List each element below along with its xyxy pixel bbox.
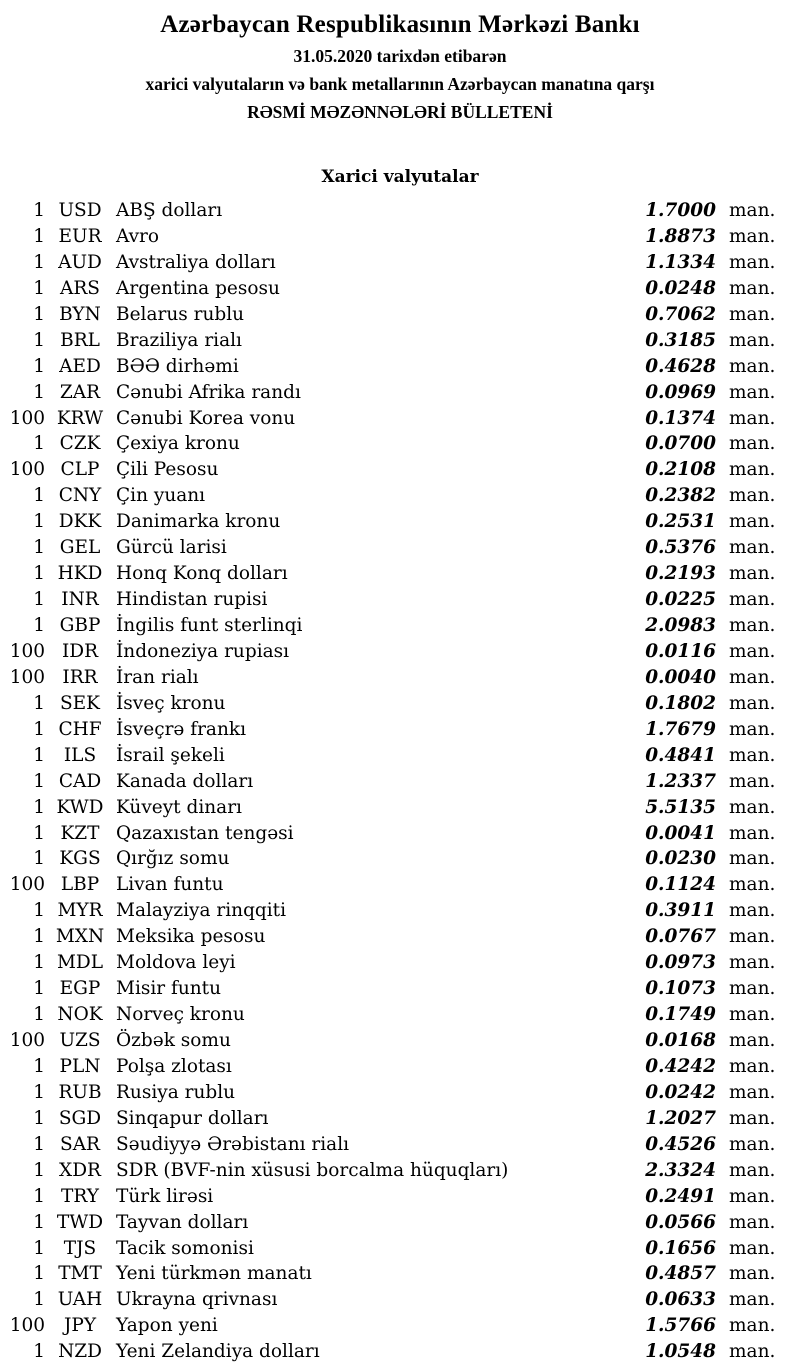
currency-name: Malayziya rinqqiti bbox=[116, 900, 287, 922]
unit-label: man. bbox=[729, 1055, 776, 1077]
unit-label: man. bbox=[729, 848, 776, 870]
rate-value: 0.0248 bbox=[645, 277, 716, 299]
currency-code: GEL bbox=[59, 537, 101, 559]
currency-code: TJS bbox=[63, 1237, 97, 1259]
rate-value: 0.0973 bbox=[645, 952, 716, 974]
table-row bbox=[0, 950, 800, 976]
currency-code: BYN bbox=[59, 303, 101, 325]
currency-name: Danimarka kronu bbox=[116, 511, 281, 533]
table-row bbox=[0, 1236, 800, 1262]
rate-value: 0.0225 bbox=[645, 589, 716, 611]
rate-value: 0.4526 bbox=[645, 1133, 716, 1155]
unit-label: man. bbox=[729, 251, 776, 273]
unit-label: man. bbox=[729, 900, 776, 922]
quantity-value: 1 bbox=[33, 1341, 45, 1363]
quantity-value: 1 bbox=[33, 355, 45, 377]
table-row bbox=[0, 717, 800, 743]
currency-code: MDL bbox=[56, 952, 104, 974]
table-row bbox=[0, 431, 800, 457]
currency-code: TRY bbox=[61, 1185, 99, 1207]
quantity-value: 1 bbox=[33, 589, 45, 611]
table-row bbox=[0, 898, 800, 924]
currency-code: KRW bbox=[56, 407, 104, 429]
currency-code: CLP bbox=[60, 459, 100, 481]
rate-value: 0.0168 bbox=[645, 1030, 716, 1051]
unit-label: man. bbox=[729, 277, 776, 299]
unit-label: man. bbox=[729, 225, 776, 247]
currency-name: İndoneziya rupiası bbox=[116, 640, 290, 662]
unit-label: man. bbox=[729, 692, 776, 714]
quantity-value: 100 bbox=[9, 407, 45, 429]
table-row bbox=[0, 1184, 800, 1210]
currency-code: USD bbox=[58, 200, 102, 221]
rate-value: 0.1656 bbox=[645, 1237, 716, 1259]
table-row bbox=[0, 328, 800, 354]
currency-name: Polşa zlotası bbox=[116, 1055, 232, 1077]
rate-value: 0.4242 bbox=[645, 1055, 716, 1077]
currency-name: Argentina pesosu bbox=[116, 277, 280, 299]
unit-label: man. bbox=[729, 666, 776, 688]
unit-label: man. bbox=[729, 718, 776, 740]
table-row bbox=[0, 406, 800, 432]
currency-name: Belarus rublu bbox=[116, 303, 245, 325]
currency-code: CNY bbox=[58, 485, 102, 507]
quantity-value: 1 bbox=[33, 978, 45, 1000]
currency-code: MYR bbox=[57, 900, 103, 922]
quantity-value: 100 bbox=[9, 459, 45, 481]
quantity-value: 1 bbox=[33, 718, 45, 740]
table-row bbox=[0, 1106, 800, 1132]
rate-value: 1.5766 bbox=[645, 1315, 716, 1337]
currency-name: Kanada dolları bbox=[116, 770, 254, 792]
rate-value: 0.2108 bbox=[645, 459, 716, 481]
currency-name: Misir funtu bbox=[116, 978, 222, 1000]
unit-label: man. bbox=[729, 1081, 776, 1103]
quantity-value: 1 bbox=[33, 1211, 45, 1233]
unit-label: man. bbox=[729, 615, 776, 636]
table-row bbox=[0, 639, 800, 665]
currency-code: KGS bbox=[59, 848, 101, 870]
effective-date-line: 31.05.2020 tarixdən etibarən bbox=[293, 46, 507, 66]
rate-value: 0.3185 bbox=[645, 329, 716, 351]
quantity-value: 100 bbox=[9, 640, 45, 662]
quantity-value: 1 bbox=[33, 200, 45, 221]
subject-line: xarici valyutaların və bank metallarının Azərbaycan manatına qarşı bbox=[145, 74, 655, 94]
currency-code: ARS bbox=[60, 277, 100, 299]
currency-name: Yeni Zelandiya dolları bbox=[116, 1341, 320, 1363]
table-row bbox=[0, 1028, 800, 1054]
table-row bbox=[0, 821, 800, 847]
currency-code: CZK bbox=[59, 433, 101, 455]
quantity-value: 1 bbox=[33, 225, 45, 247]
currency-name: Rusiya rublu bbox=[116, 1081, 236, 1103]
table-row bbox=[0, 691, 800, 717]
table-row bbox=[0, 924, 800, 950]
quantity-value: 1 bbox=[33, 251, 45, 273]
unit-label: man. bbox=[729, 1185, 776, 1207]
currency-code: SAR bbox=[60, 1133, 100, 1155]
quantity-value: 1 bbox=[33, 796, 45, 818]
currency-name: Özbək somu bbox=[116, 1030, 231, 1051]
unit-label: man. bbox=[729, 563, 776, 585]
rate-value: 0.0566 bbox=[645, 1211, 716, 1233]
table-row bbox=[0, 976, 800, 1002]
currency-code: ILS bbox=[63, 744, 97, 766]
quantity-value: 1 bbox=[33, 952, 45, 974]
bank-title: Azərbaycan Respublikasının Mərkəzi Bankı bbox=[160, 11, 640, 38]
rate-value: 0.4841 bbox=[645, 744, 716, 766]
quantity-value: 1 bbox=[33, 329, 45, 351]
currency-code: BRL bbox=[60, 329, 100, 351]
table-row bbox=[0, 1158, 800, 1184]
unit-label: man. bbox=[729, 459, 776, 481]
rate-value: 0.5376 bbox=[645, 537, 716, 559]
table-row bbox=[0, 354, 800, 380]
quantity-value: 1 bbox=[33, 770, 45, 792]
table-row bbox=[0, 769, 800, 795]
table-row bbox=[0, 743, 800, 769]
currency-code: AUD bbox=[58, 251, 102, 273]
currency-code: KWD bbox=[56, 796, 104, 818]
rate-value: 0.0242 bbox=[645, 1081, 716, 1103]
rate-value: 0.0767 bbox=[645, 926, 716, 948]
unit-label: man. bbox=[729, 744, 776, 766]
quantity-value: 100 bbox=[9, 1315, 45, 1337]
currency-name: İsveç kronu bbox=[116, 692, 226, 714]
currency-name: Qırğız somu bbox=[116, 848, 230, 870]
rate-value: 1.2027 bbox=[645, 1107, 716, 1129]
currency-code: TMT bbox=[58, 1263, 102, 1285]
exchange-rates-table bbox=[0, 198, 800, 1365]
unit-label: man. bbox=[729, 303, 776, 325]
unit-label: man. bbox=[729, 537, 776, 559]
rate-value: 0.2491 bbox=[645, 1185, 716, 1207]
quantity-value: 1 bbox=[33, 563, 45, 585]
unit-label: man. bbox=[729, 407, 776, 429]
unit-label: man. bbox=[729, 978, 776, 1000]
currency-name: Norveç kronu bbox=[116, 1004, 245, 1026]
currency-name: Çili Pesosu bbox=[116, 459, 219, 481]
currency-code: KZT bbox=[60, 822, 100, 844]
currency-code: CHF bbox=[58, 718, 102, 740]
rate-value: 0.1073 bbox=[645, 978, 716, 1000]
quantity-value: 1 bbox=[33, 1055, 45, 1077]
quantity-value: 1 bbox=[33, 822, 45, 844]
rate-value: 0.1802 bbox=[645, 692, 716, 714]
table-row bbox=[0, 1313, 800, 1339]
rate-value: 0.1374 bbox=[645, 407, 716, 429]
rate-value: 0.1124 bbox=[645, 874, 716, 896]
currency-name: İsveçrə frankı bbox=[116, 718, 246, 740]
currency-name: Qazaxıstan tengəsi bbox=[116, 822, 294, 844]
currency-name: Avstraliya dolları bbox=[116, 251, 276, 273]
currency-name: Meksika pesosu bbox=[116, 926, 266, 948]
unit-label: man. bbox=[729, 1341, 776, 1363]
rate-value: 0.4628 bbox=[645, 355, 716, 377]
currency-code: NOK bbox=[57, 1004, 103, 1026]
currency-name: Braziliya rialı bbox=[116, 329, 242, 351]
quantity-value: 1 bbox=[33, 1133, 45, 1155]
currency-name: İsrail şekeli bbox=[116, 744, 225, 766]
quantity-value: 1 bbox=[33, 381, 45, 403]
table-row bbox=[0, 1054, 800, 1080]
currency-name: Çin yuanı bbox=[116, 485, 206, 507]
table-row bbox=[0, 1002, 800, 1028]
rate-value: 0.0041 bbox=[645, 822, 716, 844]
quantity-value: 1 bbox=[33, 615, 45, 636]
currency-name: Sinqapur dolları bbox=[116, 1107, 269, 1129]
rate-value: 0.4857 bbox=[645, 1263, 716, 1285]
unit-label: man. bbox=[729, 1211, 776, 1233]
currency-name: İngilis funt sterlinqi bbox=[116, 615, 303, 636]
quantity-value: 1 bbox=[33, 1081, 45, 1103]
rate-value: 0.3911 bbox=[645, 900, 716, 922]
table-row bbox=[0, 561, 800, 587]
rate-value: 1.2337 bbox=[645, 770, 716, 792]
quantity-value: 1 bbox=[33, 277, 45, 299]
currency-name: SDR (BVF-nin xüsusi borcalma hüquqları) bbox=[116, 1159, 509, 1181]
currency-name: Honq Konq dolları bbox=[116, 563, 288, 585]
currency-name: Moldova leyi bbox=[116, 952, 236, 974]
currency-name: Küveyt dinarı bbox=[116, 796, 242, 818]
currency-name: Yapon yeni bbox=[116, 1315, 218, 1337]
quantity-value: 1 bbox=[33, 1004, 45, 1026]
currency-code: JPY bbox=[63, 1315, 97, 1337]
unit-label: man. bbox=[729, 381, 776, 403]
table-row bbox=[0, 457, 800, 483]
currency-name: Tayvan dolları bbox=[116, 1211, 249, 1233]
currency-code: PLN bbox=[59, 1055, 101, 1077]
unit-label: man. bbox=[729, 1263, 776, 1285]
rate-value: 2.3324 bbox=[645, 1159, 716, 1181]
rate-value: 0.0633 bbox=[645, 1289, 716, 1311]
currency-name: Çexiya kronu bbox=[116, 433, 240, 455]
unit-label: man. bbox=[729, 926, 776, 948]
currency-code: GBP bbox=[59, 615, 101, 636]
rate-value: 0.0969 bbox=[645, 381, 716, 403]
rate-value: 0.7062 bbox=[645, 303, 716, 325]
table-row bbox=[0, 380, 800, 406]
unit-label: man. bbox=[729, 1107, 776, 1129]
currency-code: NZD bbox=[58, 1341, 102, 1363]
currency-name: Livan funtu bbox=[116, 874, 224, 896]
table-row bbox=[0, 587, 800, 613]
table-row bbox=[0, 846, 800, 872]
quantity-value: 100 bbox=[9, 666, 45, 688]
currency-name: Türk lirəsi bbox=[116, 1185, 214, 1207]
currency-name: İran rialı bbox=[116, 666, 199, 688]
unit-label: man. bbox=[729, 640, 776, 662]
section-title-foreign-currencies: Xarici valyutalar bbox=[321, 167, 479, 187]
rate-value: 0.2382 bbox=[645, 485, 716, 507]
currency-name: ABŞ dolları bbox=[116, 200, 223, 221]
table-row bbox=[0, 1132, 800, 1158]
unit-label: man. bbox=[729, 874, 776, 896]
quantity-value: 1 bbox=[33, 1185, 45, 1207]
unit-label: man. bbox=[729, 1315, 776, 1337]
table-row bbox=[0, 665, 800, 691]
quantity-value: 1 bbox=[33, 1289, 45, 1311]
quantity-value: 1 bbox=[33, 692, 45, 714]
currency-code: IRR bbox=[62, 666, 98, 688]
rate-value: 0.1749 bbox=[645, 1004, 716, 1026]
rate-value: 1.8873 bbox=[645, 225, 716, 247]
quantity-value: 1 bbox=[33, 1159, 45, 1181]
unit-label: man. bbox=[729, 822, 776, 844]
unit-label: man. bbox=[729, 796, 776, 818]
unit-label: man. bbox=[729, 1030, 776, 1051]
currency-name: Ukrayna qrivnası bbox=[116, 1289, 278, 1311]
unit-label: man. bbox=[729, 1133, 776, 1155]
currency-code: RUB bbox=[58, 1081, 102, 1103]
quantity-value: 1 bbox=[33, 744, 45, 766]
quantity-value: 1 bbox=[33, 303, 45, 325]
unit-label: man. bbox=[729, 485, 776, 507]
currency-code: AED bbox=[59, 355, 101, 377]
quantity-value: 1 bbox=[33, 926, 45, 948]
quantity-value: 1 bbox=[33, 537, 45, 559]
quantity-value: 1 bbox=[33, 485, 45, 507]
rate-value: 0.0230 bbox=[645, 848, 716, 870]
currency-code: HKD bbox=[57, 563, 103, 585]
table-row bbox=[0, 224, 800, 250]
rate-value: 1.1334 bbox=[645, 251, 716, 273]
bulletin-title: RƏSMİ MƏZƏNNƏLƏRİ BÜLLETENİ bbox=[247, 102, 553, 122]
quantity-value: 1 bbox=[33, 433, 45, 455]
unit-label: man. bbox=[729, 589, 776, 611]
currency-code: INR bbox=[61, 589, 99, 611]
currency-name: Avro bbox=[116, 225, 160, 247]
currency-code: EUR bbox=[58, 225, 102, 247]
currency-name: Cənubi Korea vonu bbox=[116, 407, 296, 429]
unit-label: man. bbox=[729, 1159, 776, 1181]
rate-value: 5.5135 bbox=[645, 796, 716, 818]
unit-label: man. bbox=[729, 355, 776, 377]
unit-label: man. bbox=[729, 200, 776, 221]
currency-code: EGP bbox=[59, 978, 101, 1000]
currency-name: Hindistan rupisi bbox=[116, 589, 268, 611]
table-row bbox=[0, 483, 800, 509]
currency-code: SGD bbox=[58, 1107, 102, 1129]
currency-code: CAD bbox=[58, 770, 102, 792]
rate-value: 0.2531 bbox=[645, 511, 716, 533]
currency-code: TWD bbox=[56, 1211, 104, 1233]
quantity-value: 1 bbox=[33, 848, 45, 870]
unit-label: man. bbox=[729, 433, 776, 455]
rate-value: 0.0700 bbox=[645, 433, 716, 455]
quantity-value: 1 bbox=[33, 511, 45, 533]
table-row bbox=[0, 250, 800, 276]
unit-label: man. bbox=[729, 1237, 776, 1259]
quantity-value: 1 bbox=[33, 1237, 45, 1259]
currency-code: IDR bbox=[61, 640, 99, 662]
rate-value: 1.7679 bbox=[645, 718, 716, 740]
unit-label: man. bbox=[729, 511, 776, 533]
table-row bbox=[0, 509, 800, 535]
table-row bbox=[0, 535, 800, 561]
table-row bbox=[0, 276, 800, 302]
quantity-value: 1 bbox=[33, 900, 45, 922]
currency-code: SEK bbox=[60, 692, 100, 714]
quantity-value: 100 bbox=[9, 874, 45, 896]
quantity-value: 100 bbox=[9, 1030, 45, 1051]
rate-value: 0.0116 bbox=[645, 640, 716, 662]
quantity-value: 1 bbox=[33, 1263, 45, 1285]
currency-code: XDR bbox=[59, 1159, 101, 1181]
table-row bbox=[0, 302, 800, 328]
currency-name: Yeni türkmən manatı bbox=[116, 1263, 312, 1285]
currency-name: Səudiyyə Ərəbistanı rialı bbox=[116, 1133, 350, 1155]
currency-code: ZAR bbox=[59, 381, 101, 403]
unit-label: man. bbox=[729, 1289, 776, 1311]
currency-code: UZS bbox=[59, 1030, 101, 1051]
currency-name: Tacik somonisi bbox=[116, 1237, 254, 1259]
table-row bbox=[0, 198, 800, 224]
currency-name: Gürcü larisi bbox=[116, 537, 227, 559]
rate-value: 1.7000 bbox=[645, 200, 716, 221]
table-row bbox=[0, 1210, 800, 1236]
currency-code: DKK bbox=[58, 511, 102, 533]
table-row bbox=[0, 1261, 800, 1287]
unit-label: man. bbox=[729, 329, 776, 351]
table-row bbox=[0, 872, 800, 898]
unit-label: man. bbox=[729, 952, 776, 974]
currency-code: MXN bbox=[55, 926, 105, 948]
currency-name: Cənubi Afrika randı bbox=[116, 381, 301, 403]
currency-name: BƏƏ dirhəmi bbox=[116, 355, 239, 377]
rate-value: 0.0040 bbox=[645, 666, 716, 688]
quantity-value: 1 bbox=[33, 1107, 45, 1129]
table-row bbox=[0, 795, 800, 821]
unit-label: man. bbox=[729, 770, 776, 792]
currency-code: UAH bbox=[57, 1289, 103, 1311]
rate-value: 0.2193 bbox=[645, 563, 716, 585]
table-row bbox=[0, 613, 800, 639]
table-row bbox=[0, 1080, 800, 1106]
table-row bbox=[0, 1339, 800, 1365]
table-row bbox=[0, 1287, 800, 1313]
document-header bbox=[0, 0, 800, 126]
rate-value: 2.0983 bbox=[645, 615, 716, 636]
currency-code: LBP bbox=[60, 874, 100, 896]
unit-label: man. bbox=[729, 1004, 776, 1026]
rate-value: 1.0548 bbox=[645, 1341, 716, 1363]
